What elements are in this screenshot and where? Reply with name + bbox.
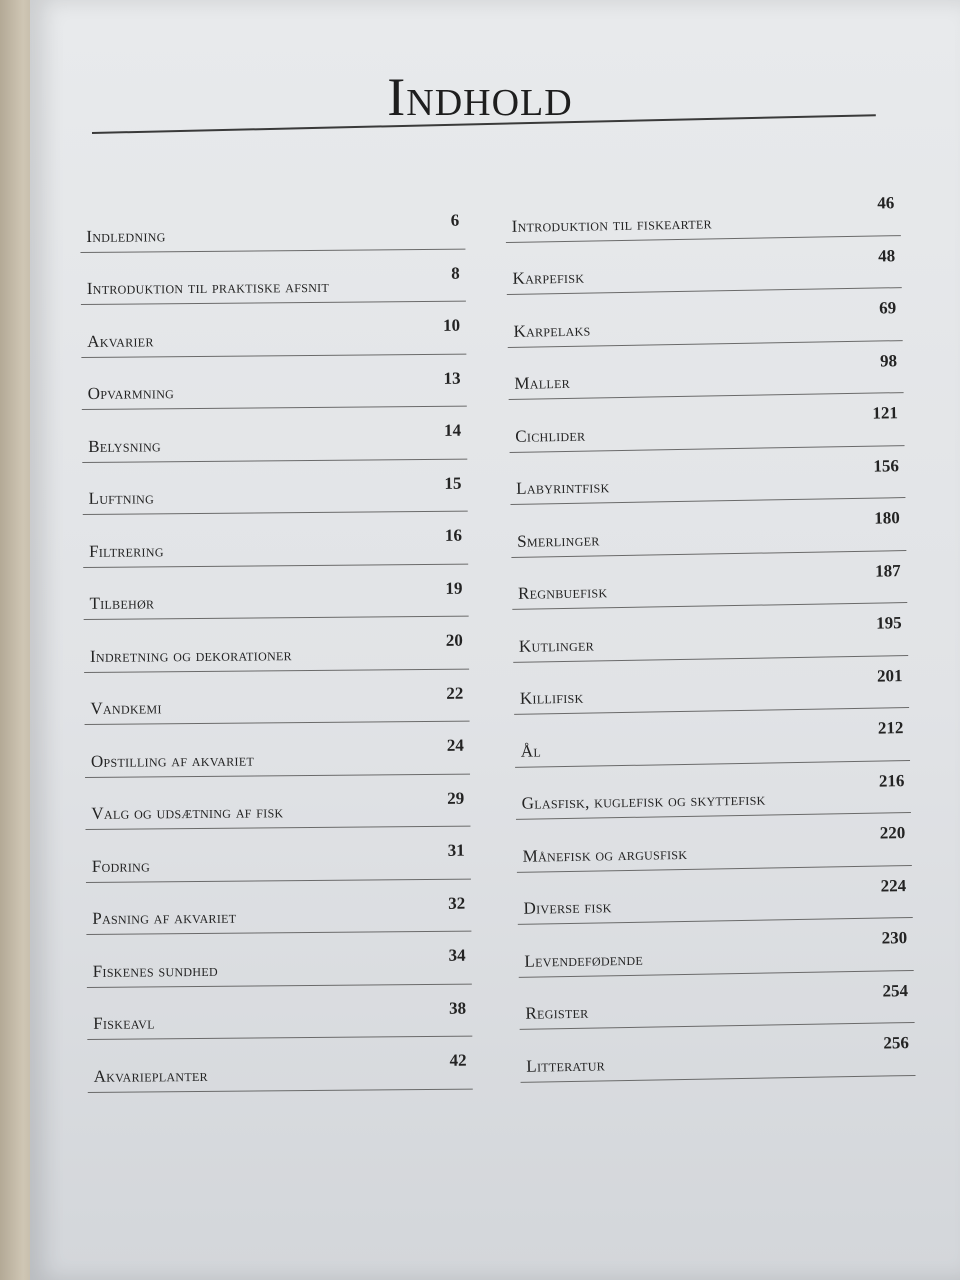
toc-entry-page-number: 69	[878, 298, 897, 318]
toc-entry-label: Karpefisk	[512, 267, 585, 288]
toc-entry-label: Fodring	[91, 855, 151, 876]
toc-entry-label: Karpelaks	[513, 320, 591, 341]
toc-entry	[81, 354, 466, 410]
toc-entry	[510, 446, 906, 505]
toc-entry	[519, 970, 915, 1029]
toc-entry-label: Opstilling af akvariet	[90, 750, 255, 771]
toc-entry	[87, 1037, 472, 1093]
toc-entry	[84, 617, 469, 673]
toc-entry	[514, 708, 910, 767]
toc-entry-page-number: 230	[881, 928, 908, 948]
toc-entry-label: Introduktion til fiskearter	[511, 212, 712, 236]
toc-entry-page-number: 38	[448, 998, 467, 1018]
toc-entry-page-number: 15	[444, 473, 462, 493]
toc-entry-page-number: 29	[447, 788, 465, 808]
toc-entry-label: Register	[525, 1002, 589, 1023]
toc-entry-label: Fiskeavl	[93, 1013, 155, 1033]
toc-entry	[517, 866, 913, 925]
toc-entry-label: Luftning	[88, 488, 155, 508]
toc-entry-label: Kutlinger	[518, 635, 595, 656]
toc-entry-page-number: 256	[883, 1033, 910, 1053]
toc-entry	[518, 918, 914, 977]
toc-entry-page-number: 24	[446, 735, 464, 755]
toc-entry-page-number: 31	[447, 840, 465, 860]
toc-entry-label: Filtrering	[88, 540, 164, 561]
toc-entry-label: Tilbehør	[89, 593, 155, 613]
toc-entry-label: Valg og udsætning af fisk	[91, 802, 284, 823]
toc-entry	[86, 879, 471, 935]
toc-entry-page-number: 224	[880, 875, 907, 896]
page-title: Indhold	[387, 67, 573, 127]
toc-entry-page-number: 216	[878, 770, 905, 791]
toc-entry-label: Månefisk og argusfisk	[522, 843, 688, 866]
toc-entry-label: Introduktion til praktiske afsnit	[86, 276, 330, 298]
toc-entry	[507, 288, 903, 347]
toc-entry-page-number: 212	[877, 718, 904, 738]
toc-entry	[82, 459, 467, 515]
toc-entry-page-number: 13	[443, 368, 461, 388]
toc-entry-label: Glasfisk, kuglefisk og skyttefisk	[521, 789, 766, 813]
toc-left-column	[80, 197, 473, 1093]
toc-entry-page-number: 180	[874, 508, 900, 528]
toc-entry-page-number: 6	[450, 210, 460, 230]
toc-entry-page-number: 19	[445, 578, 463, 598]
toc-entry-page-number: 10	[443, 315, 461, 335]
toc-entry	[80, 249, 465, 305]
toc-right-column	[505, 183, 916, 1082]
toc-entry	[87, 984, 472, 1040]
toc-entry	[81, 302, 466, 358]
toc-entry-page-number: 201	[876, 665, 903, 686]
toc-entry	[516, 813, 912, 872]
toc-entry-label: Maller	[514, 372, 571, 393]
toc-entry-page-number: 32	[448, 893, 466, 913]
toc-entry-label: Ål	[520, 740, 542, 761]
toc-entry-label: Akvarieplanter	[93, 1065, 208, 1086]
toc-entry-label: Fiskenes sundhed	[92, 960, 218, 981]
toc-entry	[512, 603, 908, 662]
toc-entry-label: Levendefødende	[524, 949, 644, 971]
toc-entry-label: Indretning og dekorationer	[89, 644, 293, 666]
toc-entry	[520, 1023, 916, 1082]
toc-entry-page-number: 8	[451, 263, 460, 283]
toc-entry-label: Litteratur	[526, 1054, 606, 1076]
toc-entry-page-number: 34	[448, 945, 466, 965]
toc-entry-label: Akvarier	[87, 330, 154, 351]
toc-entry-page-number: 121	[872, 403, 899, 423]
toc-entry-page-number: 220	[879, 823, 906, 843]
toc-entry-label: Labyrintfisk	[516, 477, 610, 498]
toc-entry	[83, 512, 468, 568]
toc-entry	[85, 722, 470, 778]
toc-entry	[506, 236, 902, 295]
toc-entry	[509, 393, 905, 452]
toc-entry-page-number: 195	[875, 613, 902, 633]
toc-entry-page-number: 48	[878, 245, 896, 265]
toc-entry-page-number: 42	[449, 1050, 467, 1070]
toc-entry	[508, 341, 904, 400]
toc-entry	[85, 827, 470, 883]
toc-entry-page-number: 254	[882, 980, 909, 1001]
toc-entry-label: Pasning af akvariet	[92, 907, 237, 928]
toc-entry-page-number: 187	[875, 560, 901, 581]
toc-entry-label: Cichlider	[515, 425, 586, 446]
toc-entry	[80, 197, 465, 253]
toc-entry-page-number: 20	[445, 630, 463, 650]
toc-entry-label: Regnbuefisk	[517, 582, 608, 603]
toc-entry	[84, 669, 469, 725]
toc-entry-page-number: 98	[879, 350, 898, 370]
toc-entry	[511, 551, 907, 610]
toc-entry-page-number: 46	[877, 193, 895, 213]
toc-entry-label: Killifisk	[519, 687, 584, 708]
toc-entry	[86, 932, 471, 988]
toc-entry-page-number: 22	[446, 683, 464, 703]
toc-entry-label: Diverse fisk	[523, 897, 612, 918]
toc-entry-label: Vandkemi	[90, 698, 162, 718]
toc-entry-label: Smerlinger	[516, 529, 600, 551]
toc-entry-page-number: 156	[873, 455, 900, 476]
toc-entry	[515, 761, 911, 820]
toc-entry-page-number: 16	[444, 525, 463, 545]
toc-entry	[85, 774, 470, 830]
toc-entry	[513, 656, 909, 715]
toc-entry-label: Indledning	[86, 225, 166, 246]
toc-entry-label: Belysning	[88, 435, 162, 456]
toc-entry	[83, 564, 468, 620]
toc-entry	[510, 498, 906, 557]
toc-entry-label: Opvarmning	[87, 383, 175, 403]
toc-entry-page-number: 14	[443, 420, 462, 440]
toc-entry	[505, 183, 901, 242]
toc-entry	[82, 407, 467, 463]
